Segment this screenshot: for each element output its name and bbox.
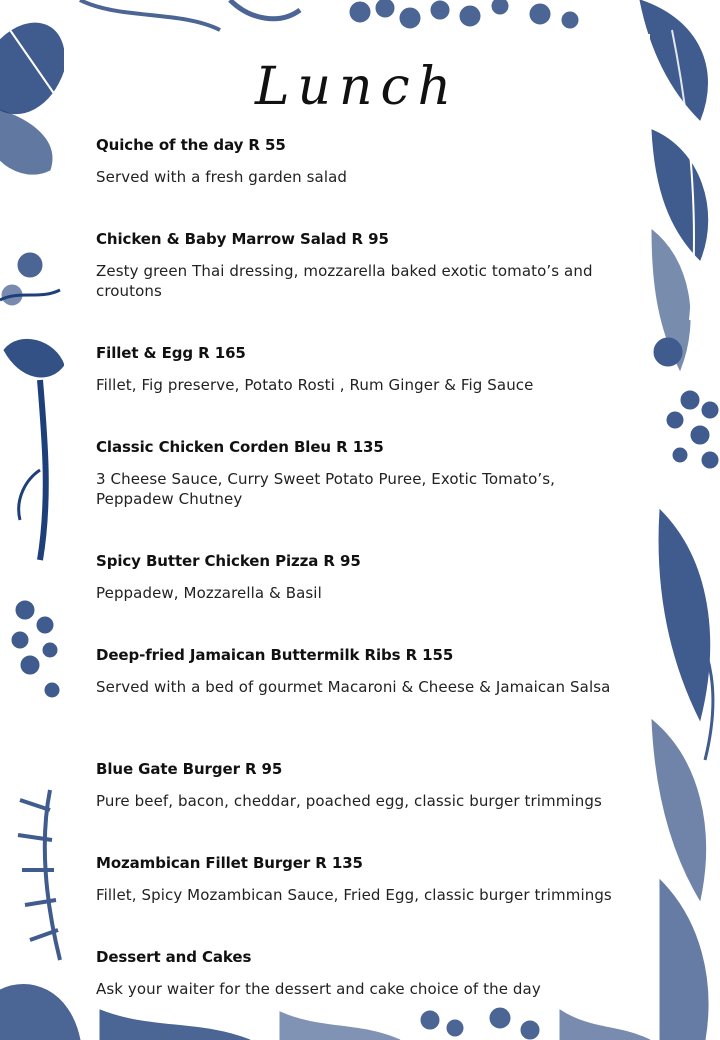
menu-item bbox=[96, 136, 636, 230]
flower-icon bbox=[667, 391, 718, 468]
menu-item-name: Chicken & Baby Marrow Salad R 95 bbox=[96, 230, 389, 248]
menu-item-name: Fillet & Egg R 165 bbox=[96, 344, 246, 362]
menu-item-description: Served with a bed of gourmet Macaroni & Cheese & Jamaican Salsa bbox=[96, 678, 611, 696]
menu-item-name: Dessert and Cakes bbox=[96, 948, 252, 966]
menu-title-text: Lunch bbox=[254, 57, 460, 117]
menu-item-description: Fillet, Fig preserve, Potato Rosti , Rum Ginger & Fig Sauce bbox=[96, 376, 534, 394]
leaf-icon bbox=[4, 339, 64, 560]
leaf-icon bbox=[640, 0, 708, 120]
menu-item-description: 3 Cheese Sauce, Curry Sweet Potato Puree, Exotic Tomato’s, Peppadew Chutney bbox=[96, 470, 556, 508]
fern-icon bbox=[18, 790, 60, 960]
leaf-icon bbox=[652, 510, 713, 1040]
menu-item bbox=[96, 948, 636, 1008]
toile-pattern bbox=[100, 1008, 650, 1040]
menu-item-name: Spicy Butter Chicken Pizza R 95 bbox=[96, 552, 361, 570]
menu-item-description: Served with a fresh garden salad bbox=[96, 168, 348, 186]
menu-item bbox=[96, 552, 636, 646]
bud-icon bbox=[0, 253, 60, 305]
toile-pattern bbox=[80, 0, 578, 30]
menu-item-name: Blue Gate Burger R 95 bbox=[96, 760, 283, 778]
leaf-icon bbox=[0, 23, 65, 174]
menu-item-description: Fillet, Spicy Mozambican Sauce, Fried Egg, classic burger trimmings bbox=[96, 886, 612, 904]
menu-list bbox=[96, 136, 636, 1008]
menu-item bbox=[96, 646, 636, 760]
menu-item-name: Mozambican Fillet Burger R 135 bbox=[96, 854, 363, 872]
menu-item-name: Classic Chicken Corden Bleu R 135 bbox=[96, 438, 384, 456]
menu-item bbox=[96, 438, 636, 552]
menu-item-description: Pure beef, bacon, cheddar, poached egg, classic burger trimmings bbox=[96, 792, 602, 810]
menu-title bbox=[64, 42, 650, 132]
menu-item-name: Quiche of the day R 55 bbox=[96, 136, 286, 154]
menu-item-description: Peppadew, Mozzarella & Basil bbox=[96, 584, 322, 602]
flower-icon bbox=[12, 601, 59, 697]
menu-item-name: Deep-fried Jamaican Buttermilk Ribs R 155 bbox=[96, 646, 454, 664]
menu-item-description: Ask your waiter for the dessert and cake choice of the day bbox=[96, 980, 541, 998]
menu-card bbox=[64, 34, 650, 1004]
menu-item bbox=[96, 854, 636, 948]
menu-item-description: Zesty green Thai dressing, mozzarella baked exotic tomato’s and croutons bbox=[96, 262, 593, 300]
menu-item bbox=[96, 760, 636, 854]
menu-item bbox=[96, 344, 636, 438]
menu-item bbox=[96, 230, 636, 344]
